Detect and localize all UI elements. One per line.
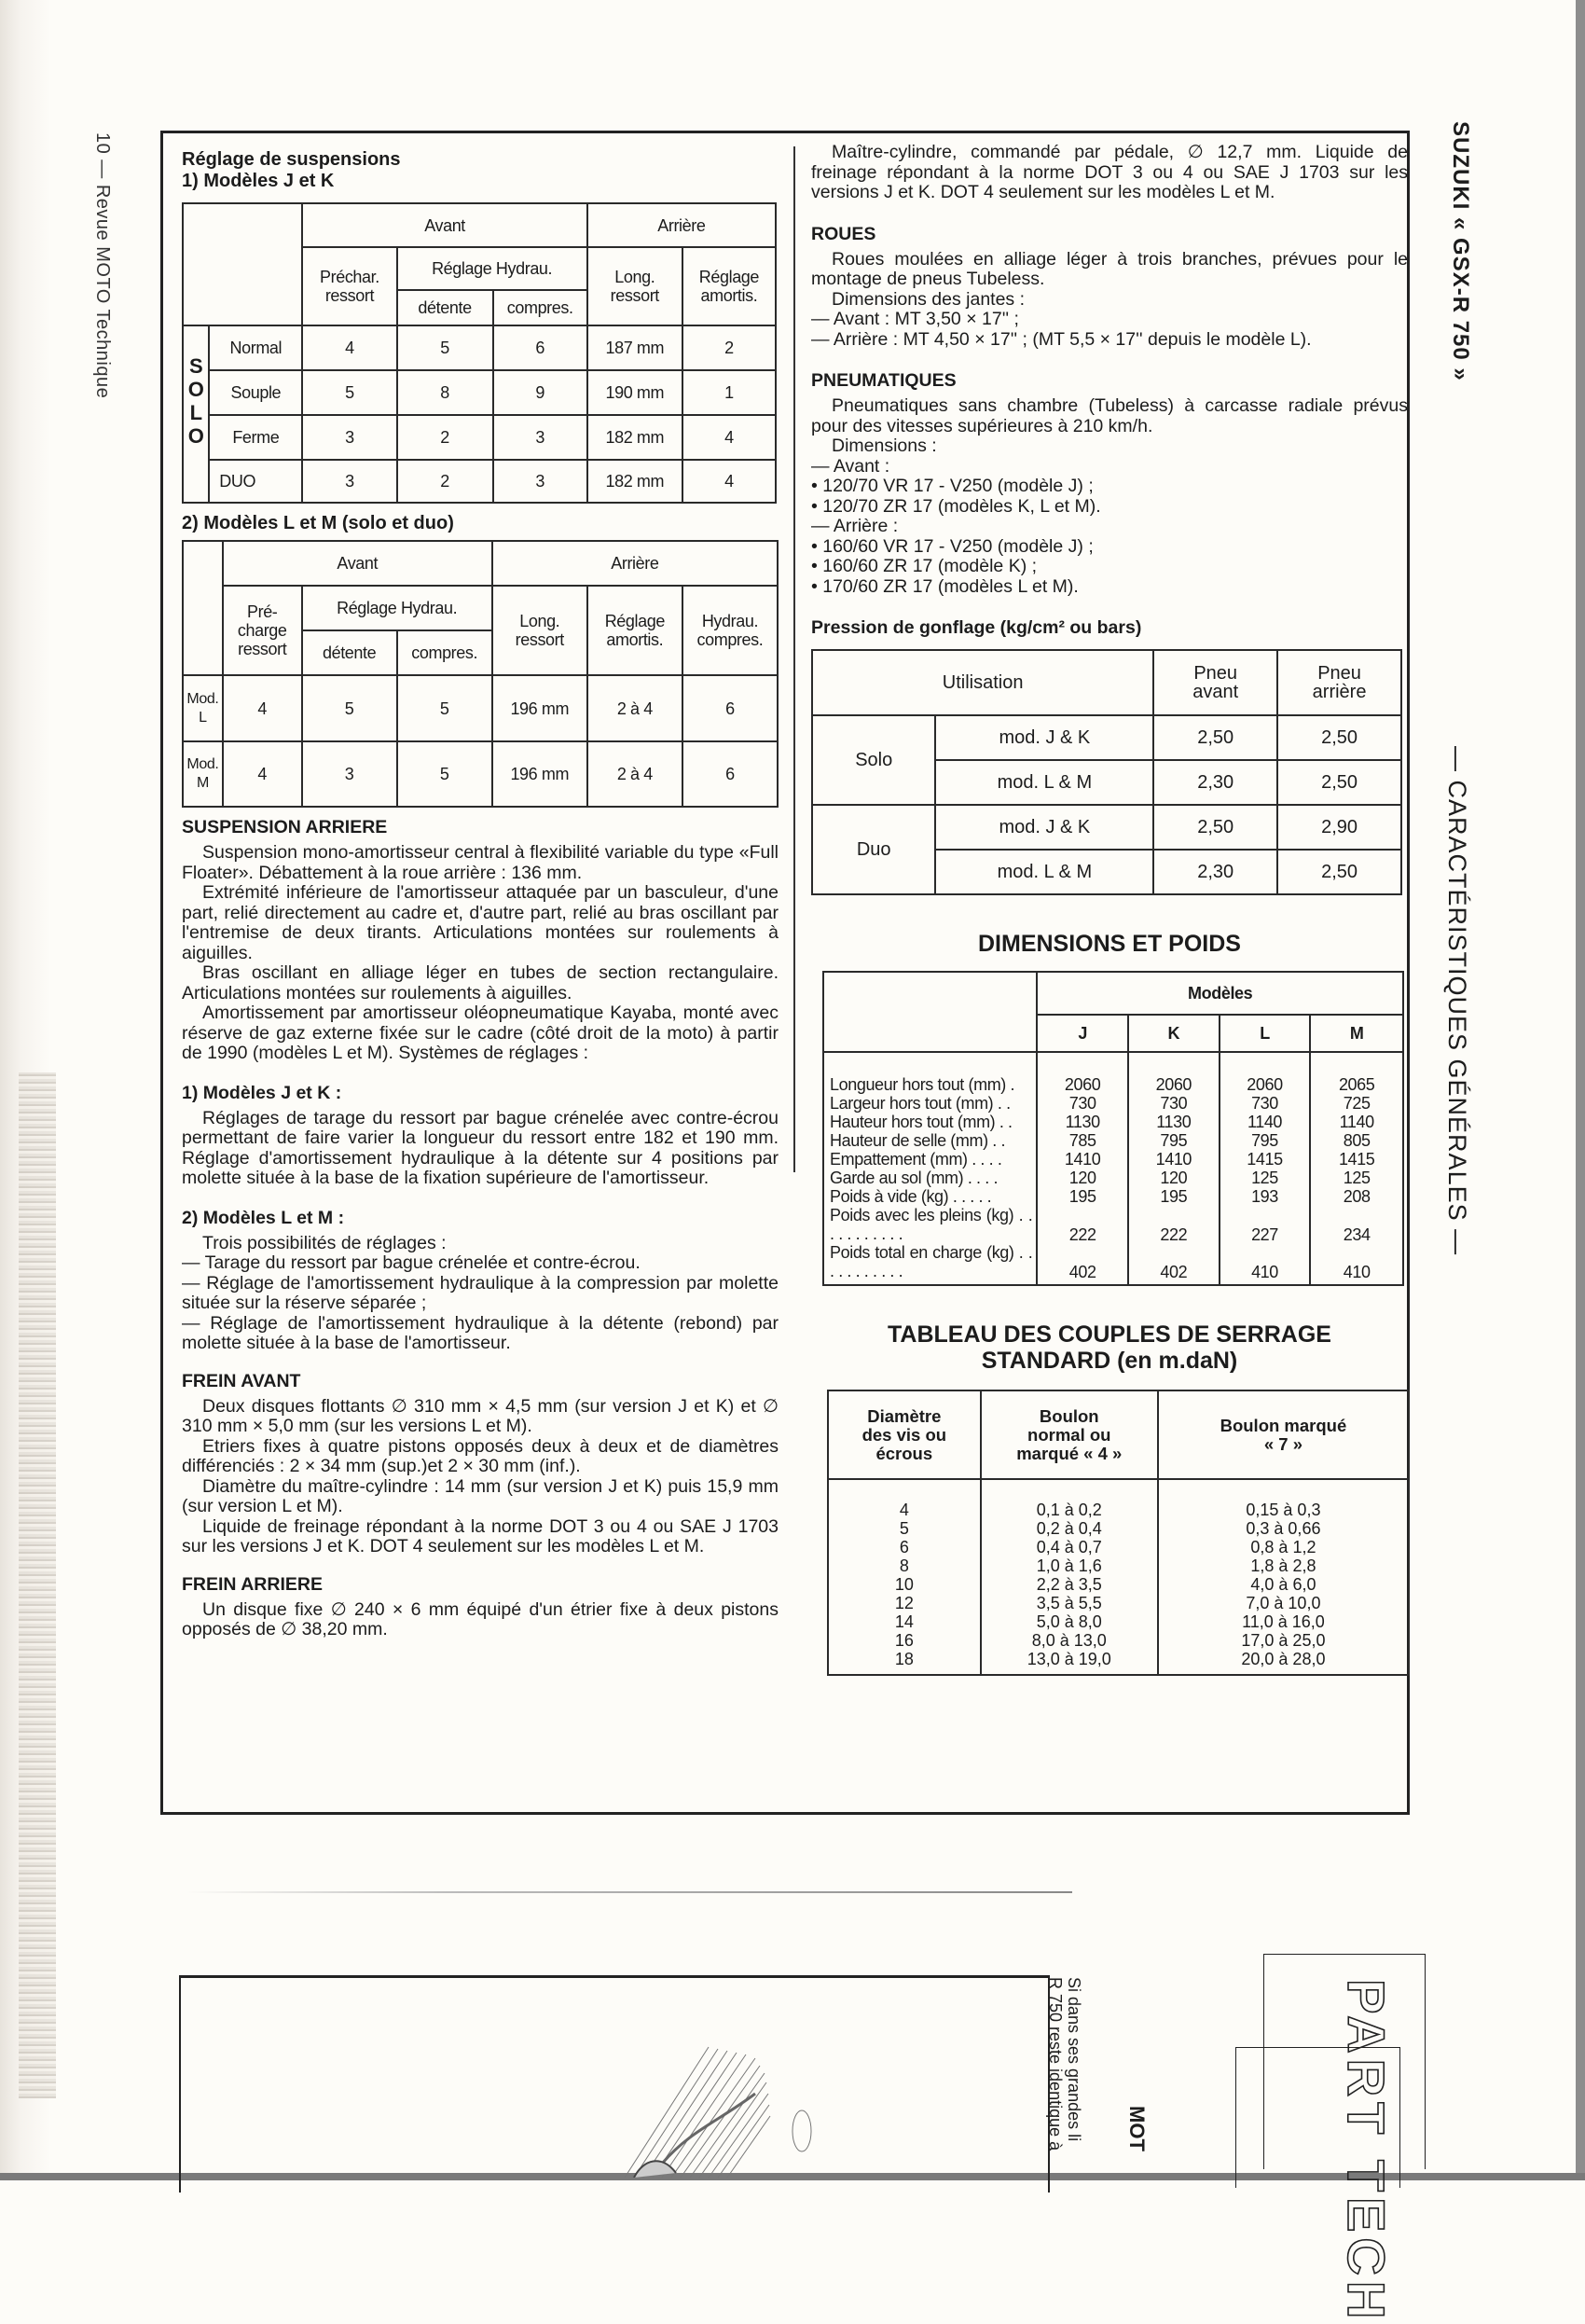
dimension-value: 725 (1343, 1094, 1371, 1113)
dimensions-table (822, 971, 1404, 1286)
torque-value: 6 (899, 1538, 909, 1556)
cell-amortis: 2 à 4 (587, 675, 682, 741)
row-label: Souple (209, 370, 302, 415)
cell-arriere: 2,50 (1277, 850, 1401, 894)
cell-compres: 3 (493, 415, 587, 460)
dimension-value: 2060 (1064, 1075, 1101, 1094)
jk-adjust-title: 1) Modèles J et K : (182, 1082, 342, 1103)
pressure-table (811, 649, 1402, 895)
torque-value: 17,0 à 25,0 (1241, 1631, 1326, 1650)
dimension-value: 785 (1068, 1131, 1096, 1150)
header-diameter: Diamètre des vis ou écrous (828, 1390, 981, 1479)
cell-compres: 3 (493, 460, 587, 503)
header-pneu-arriere: Pneu arrière (1277, 650, 1401, 715)
header-detente: détente (302, 630, 397, 675)
torque-value: 11,0 à 16,0 (1242, 1612, 1325, 1631)
dimension-value: 402 (1160, 1263, 1188, 1281)
torque-value: 0,8 à 1,2 (1250, 1538, 1316, 1556)
running-header-model: SUZUKI « GSX-R 750 » (1448, 121, 1473, 381)
paragraph: Deux disques flottants ∅ 310 mm × 4,5 mm (sur version J et K) et ∅ 310 mm × 5,0 mm (sur les versions L et M). (182, 1395, 779, 1436)
list-item: — Réglage de l'amortissement hydraulique à la détente (rebond) par molette située à la base de l'amortisseur. (182, 1312, 779, 1353)
cell-long: 196 mm (492, 741, 587, 807)
dimension-value: 795 (1160, 1131, 1188, 1150)
torque-value: 4 (899, 1501, 909, 1519)
cell-avant: 2,50 (1153, 805, 1277, 850)
radiator-fins (625, 2047, 770, 2178)
cell-long: 187 mm (587, 325, 682, 370)
torque-value: 16 (894, 1631, 914, 1650)
table-row (183, 325, 776, 370)
dimension-value: 730 (1160, 1094, 1188, 1113)
suspension-jk-table (182, 202, 777, 504)
dimension-value: 795 (1251, 1131, 1278, 1150)
running-header-section: — CARACTÉRISTIQUES GÉNÉRALES — (1443, 746, 1471, 1256)
cell-avant: 2,30 (1153, 850, 1277, 894)
header-compres: compres. (493, 290, 587, 325)
radiator-cap (792, 2110, 811, 2151)
torque-value: 0,2 à 0,4 (1036, 1519, 1102, 1538)
cell-detente: 8 (397, 370, 493, 415)
dimension-value: 1140 (1247, 1113, 1283, 1131)
dimension-value: 195 (1068, 1187, 1096, 1206)
torque-value: 2,2 à 3,5 (1036, 1575, 1102, 1594)
paragraph: Roues moulées en alliage léger à trois branches, prévues pour le montage de pneus Tubeless. (811, 248, 1408, 289)
cell-model: mod. L & M (935, 850, 1153, 894)
dimensions-body (823, 1052, 1403, 1285)
header-normal: Boulon normal ou marqué « 4 » (981, 1390, 1158, 1479)
torque-value: 13,0 à 19,0 (1027, 1650, 1111, 1668)
frein-avant-title: FREIN AVANT (182, 1370, 301, 1391)
cell-detente: 5 (397, 325, 493, 370)
dimension-value: 1410 (1064, 1150, 1101, 1169)
torque-value: 0,4 à 0,7 (1036, 1538, 1102, 1556)
torque-value: 8,0 à 13,0 (1031, 1631, 1107, 1650)
torque-value: 1,0 à 1,6 (1036, 1556, 1102, 1575)
header-arriere: Arrière (587, 203, 776, 247)
solo-group-label: S O L O (183, 325, 209, 503)
cell-detente: 2 (397, 415, 493, 460)
header-model: K (1128, 1015, 1220, 1052)
torque-col-normal (981, 1479, 1158, 1675)
table-row (183, 415, 776, 460)
header-reglage-amortis: Réglage amortis. (587, 586, 682, 675)
paragraph: Pneumatiques sans chambre (Tubeless) à carcasse radiale prévus pour des vitesses supérieures à 210 km/h. (811, 395, 1408, 436)
torque-value: 0,3 à 0,66 (1246, 1519, 1321, 1538)
list-item: — Tarage du ressort par bague crénelée et contre-écrou. (182, 1252, 641, 1273)
header-reglage-hydrau: Réglage Hydrau. (302, 586, 492, 630)
paragraph: Bras oscillant en alliage léger en tubes de section rectangulaire. Articulations montées sur roulements à aiguilles. (182, 962, 779, 1003)
running-footer: 10 — Revue MOTO Technique (92, 132, 113, 399)
teaser-line: Si dans ses grandes li (1065, 1977, 1083, 2142)
torque-value: 7,0 à 10,0 (1246, 1594, 1321, 1612)
frein-arriere-title: FREIN ARRIERE (182, 1573, 323, 1595)
header-reglage-amortis: Réglage amortis. (682, 247, 776, 325)
suspension-arriere-section (182, 817, 779, 1354)
next-article-heading: MOT (1125, 2106, 1149, 2151)
cell-compres: 9 (493, 370, 587, 415)
torque-body (828, 1479, 1409, 1675)
list-item: • 170/60 ZR 17 (modèles L et M). (811, 575, 1079, 597)
jk-subtitle: 1) Modèles J et K (182, 171, 335, 191)
dimension-value: 125 (1251, 1169, 1278, 1187)
header-reglage-hydrau: Réglage Hydrau. (397, 247, 587, 290)
torque-value: 5 (899, 1519, 909, 1538)
table-row (812, 715, 1401, 760)
row-label: Empattement (mm) . . . . (830, 1150, 1002, 1169)
row-label: DUO (209, 460, 302, 503)
cell-long: 182 mm (587, 460, 682, 503)
suspension-arriere-title: SUSPENSION ARRIERE (182, 817, 388, 837)
table-row (183, 370, 776, 415)
dimension-value: 1415 (1338, 1150, 1375, 1169)
cell-prechar: 5 (302, 370, 396, 415)
frein-avant-section (182, 1371, 779, 1557)
bleed-rule (186, 1891, 1072, 1893)
model-column (1220, 1052, 1311, 1285)
dimension-value: 805 (1343, 1131, 1371, 1150)
dimension-value: 402 (1068, 1263, 1096, 1281)
radiator-fitting (634, 2161, 676, 2178)
dimension-value: 1415 (1247, 1150, 1283, 1169)
row-label: Normal (209, 325, 302, 370)
dimension-value: 1130 (1156, 1113, 1192, 1131)
dimension-value: 730 (1068, 1094, 1096, 1113)
pneumatiques-title: PNEUMATIQUES (811, 370, 957, 391)
paragraph: Un disque fixe ∅ 240 × 6 mm équipé d'un étrier fixe à deux pistons opposés de ∅ 38,20 mm. (182, 1598, 779, 1639)
cell-compres: 5 (397, 741, 492, 807)
pression-title: Pression de gonflage (kg/cm² ou bars) (811, 617, 1142, 638)
list-item: • 160/60 ZR 17 (modèle K) ; (811, 556, 1038, 576)
dimension-value: 195 (1160, 1187, 1188, 1206)
list-item: — Arrière : MT 4,50 × 17'' ; (MT 5,5 × 17'' depuis le modèle L). (811, 328, 1312, 350)
header-long-ressort: Long. ressort (587, 247, 682, 325)
dimension-value: 222 (1160, 1224, 1188, 1244)
dimension-value: 227 (1251, 1224, 1278, 1244)
torque-value: 5,0 à 8,0 (1036, 1612, 1102, 1631)
dimension-value: 410 (1343, 1263, 1371, 1281)
model-column (1037, 1052, 1128, 1285)
row-label: Largeur hors tout (mm) . . (830, 1094, 1011, 1113)
header-model: M (1310, 1015, 1403, 1052)
model-column (1128, 1052, 1220, 1285)
scan-border-right (1576, 0, 1585, 2180)
torque-value: 20,0 à 28,0 (1241, 1650, 1326, 1668)
cell-amortis: 2 (682, 325, 776, 370)
dimension-value: 2065 (1338, 1075, 1375, 1094)
paragraph: Amortissement par amortisseur oléopneumatique Kayaba, monté avec réserve de gaz externe fixée sur le cadre (côté droit de la moto) à partir de 1990 (modèles L et M). Systèmes de réglages : (182, 1003, 779, 1063)
table-row (183, 675, 778, 741)
header-long-ressort: Long. ressort (492, 586, 587, 675)
cell-amortis: 1 (682, 370, 776, 415)
header-hydrau-compres: Hydrau. compres. (682, 586, 778, 675)
row-label: Hauteur de selle (mm) . . (830, 1131, 1006, 1150)
cell-detente: 5 (302, 675, 397, 741)
teaser-line: R 750 reste identique à (1046, 1977, 1065, 2151)
paragraph: Extrémité inférieure de l'amortisseur attaquée par un basculeur, d'une part, relié directement au cadre et, d'autre part, relié au bras oscillant par l'entremise de deux tirants. Articulations montées sur roulements à aiguilles. (182, 882, 779, 963)
paragraph: Diamètre du maître-cylindre : 14 mm (sur version J et K) puis 15,9 mm (sur version L et M). (182, 1475, 779, 1516)
roues-title: ROUES (811, 223, 876, 244)
header-marked7: Boulon marqué « 7 » (1158, 1390, 1409, 1479)
row-label: Garde au sol (mm) . . . . (830, 1169, 999, 1187)
cell-long: 190 mm (587, 370, 682, 415)
header-pneu-avant: Pneu avant (1153, 650, 1277, 715)
dimension-value: 120 (1160, 1169, 1188, 1187)
header-model: L (1220, 1015, 1311, 1052)
torque-value: 18 (894, 1650, 914, 1668)
cell-amortis: 4 (682, 460, 776, 503)
cell-long: 196 mm (492, 675, 587, 741)
table-row (812, 805, 1401, 850)
row-label: Poids à vide (kg) . . . . . (830, 1187, 992, 1206)
cell-model: mod. L & M (935, 760, 1153, 805)
header-avant: Avant (223, 541, 492, 586)
torque-title-line1: TABLEAU DES COUPLES DE SERRAGE (888, 1321, 1331, 1348)
dimensions-title: DIMENSIONS ET POIDS (978, 931, 1241, 957)
torque-title (811, 1321, 1408, 1374)
header-precharge: Pré- charge ressort (223, 586, 302, 675)
paragraph: Liquide de freinage répondant à la norme DOT 3 ou 4 ou SAE J 1703 sur les versions J et K. DOT 4 seulement sur les modèles L et M. (182, 1515, 779, 1556)
header-utilisation: Utilisation (812, 650, 1153, 715)
table-corner (823, 972, 1037, 1052)
cell-amortis: 2 à 4 (587, 741, 682, 807)
dimension-value: 1140 (1339, 1113, 1374, 1131)
next-article-teaser (1046, 1977, 1083, 2151)
group-label: Solo (812, 715, 935, 805)
cell-arriere: 2,50 (1277, 760, 1401, 805)
cell-prechar: 3 (302, 415, 396, 460)
right-column (811, 143, 1408, 1676)
frein-arriere-section (182, 1574, 779, 1640)
cell-compres: 5 (397, 675, 492, 741)
dimension-value: 193 (1251, 1187, 1278, 1206)
row-label: Poids total en charge (kg) . . . . . . . . . . . (830, 1243, 1033, 1280)
dimension-labels (823, 1052, 1037, 1285)
cell-precharge: 4 (223, 675, 302, 741)
dimension-value: 730 (1251, 1094, 1278, 1113)
table-corner (183, 203, 302, 325)
cell-arriere: 2,50 (1277, 715, 1401, 760)
table-row (183, 741, 778, 807)
cell-long: 182 mm (587, 415, 682, 460)
cell-model: mod. J & K (935, 715, 1153, 760)
paragraph: Maître-cylindre, commandé par pédale, ∅ 12,7 mm. Liquide de freinage répondant à la norme DOT 3 ou 4 ou SAE J 1703 sur les versions J et K. DOT 4 seulement sur les modèles L et M. (811, 142, 1408, 202)
header-model: J (1037, 1015, 1128, 1052)
torque-title-line2: STANDARD (en m.daN) (981, 1348, 1238, 1374)
cell-prechar: 3 (302, 460, 396, 503)
row-label: Poids avec les pleins (kg) . . . . . . . . . . . (830, 1206, 1033, 1243)
radiator-illustration (522, 1991, 858, 2178)
dimension-value: 125 (1343, 1169, 1371, 1187)
torque-table (827, 1390, 1410, 1676)
list-item: • 120/70 ZR 17 (modèles K, L et M). (811, 495, 1101, 517)
torque-value: 1,8 à 2,8 (1250, 1556, 1316, 1575)
suspension-settings-title: Réglage de suspensions (182, 149, 401, 170)
list-item: — Réglage de l'amortissement hydraulique à la compression par molette située sur la réserve séparée ; (182, 1272, 779, 1313)
torque-value: 0,15 à 0,3 (1246, 1501, 1321, 1519)
row-label: Mod. M (183, 741, 223, 807)
header-compres: compres. (397, 630, 492, 675)
paragraph: Suspension mono-amortisseur central à flexibilité variable du type «Full Floater». Débattement à la roue arrière : 136 mm. (182, 842, 779, 883)
cell-prechar: 4 (302, 325, 396, 370)
row-label: Hauteur hors tout (mm) . . (830, 1113, 1013, 1131)
paragraph: Etriers fixes à quatre pistons opposés deux à deux et de diamètres différenciés : 2 × 34 mm (sup.)et 2 × 30 mm (inf.). (182, 1435, 779, 1476)
cell-avant: 2,30 (1153, 760, 1277, 805)
cell-precharge: 4 (223, 741, 302, 807)
torque-value: 14 (894, 1612, 914, 1631)
column-divider (793, 146, 795, 1172)
suspension-lm-table (182, 540, 779, 808)
cell-arriere: 2,90 (1277, 805, 1401, 850)
paragraph: Dimensions : (832, 436, 937, 456)
dimension-value: 410 (1251, 1263, 1278, 1281)
torque-value: 4,0 à 6,0 (1250, 1575, 1316, 1594)
left-column (182, 149, 779, 1640)
cell-amortis: 4 (682, 415, 776, 460)
header-prechar: Préchar. ressort (302, 247, 396, 325)
model-column (1310, 1052, 1403, 1285)
row-label: Mod. L (183, 675, 223, 741)
lm-adjust-title: 2) Modèles L et M : (182, 1207, 345, 1228)
paragraph: Réglages de tarage du ressort par bague crénelée avec contre-écrou permettant de faire varier la longueur du ressort entre 182 et 190 mm. Réglage d'amortissement hydraulique à la détente sur 4 positions par molette située à la base de la fixation supérieure de l'amortisseur. (182, 1107, 779, 1188)
cell-avant: 2,50 (1153, 715, 1277, 760)
group-label: Duo (812, 805, 935, 894)
header-avant: Avant (302, 203, 586, 247)
list-item: • 120/70 VR 17 - V250 (modèle J) ; (811, 476, 1094, 496)
header-arriere: Arrière (492, 541, 778, 586)
list-item: — Avant : MT 3,50 × 17'' ; (811, 309, 1019, 329)
table-row (183, 460, 776, 503)
cell-detente: 2 (397, 460, 493, 503)
list-item: • 160/60 VR 17 - V250 (modèle J) ; (811, 535, 1094, 557)
torque-value: 8 (899, 1556, 909, 1575)
row-label: Ferme (209, 415, 302, 460)
cell-detente: 3 (302, 741, 397, 807)
list-item: — Avant : (811, 455, 890, 477)
partie-technique-logo: PART TECH (1337, 1979, 1396, 2324)
dimension-value: 208 (1343, 1187, 1371, 1206)
dimension-value: 2060 (1155, 1075, 1192, 1094)
cell-compres: 6 (493, 325, 587, 370)
torque-col-diameter (828, 1479, 981, 1675)
dimension-value: 234 (1343, 1224, 1371, 1244)
row-label: Longueur hors tout (mm) . (830, 1075, 1015, 1094)
dimension-value: 1130 (1065, 1113, 1100, 1131)
header-modeles: Modèles (1037, 972, 1403, 1015)
dimension-value: 2060 (1247, 1075, 1283, 1094)
cell-hydrau: 6 (682, 675, 778, 741)
cell-hydrau: 6 (682, 741, 778, 807)
table-corner (183, 541, 223, 675)
torque-value: 3,5 à 5,5 (1036, 1594, 1102, 1612)
list-item: — Arrière : (811, 516, 899, 536)
paragraph: Dimensions des jantes : (832, 288, 1026, 310)
torque-value: 10 (894, 1575, 914, 1594)
dimension-value: 120 (1068, 1169, 1096, 1187)
dimension-value: 222 (1068, 1224, 1096, 1244)
cell-model: mod. J & K (935, 805, 1153, 850)
torque-value: 12 (894, 1594, 914, 1612)
lm-subtitle: 2) Modèles L et M (solo et duo) (182, 513, 454, 533)
torque-col-marked7 (1158, 1479, 1409, 1675)
paragraph: Trois possibilités de réglages : (202, 1232, 447, 1253)
page-edge-stain (19, 1072, 56, 2098)
torque-value: 0,1 à 0,2 (1036, 1501, 1102, 1519)
dimension-value: 1410 (1155, 1150, 1192, 1169)
header-detente: détente (397, 290, 493, 325)
